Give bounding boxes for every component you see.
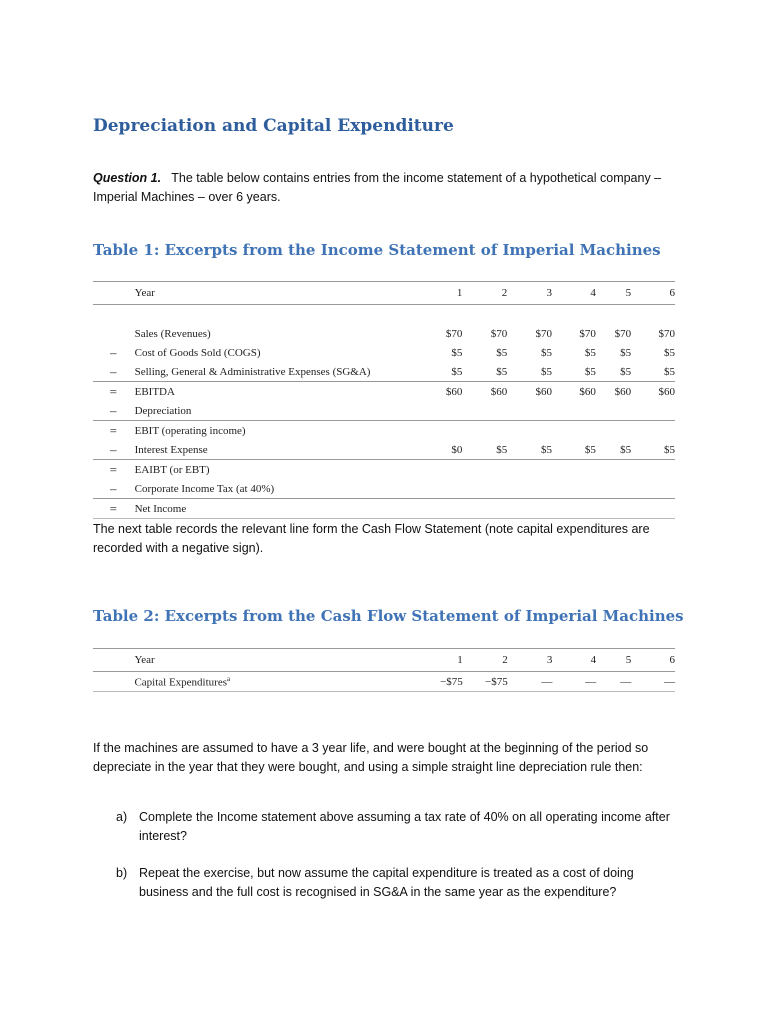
question-paragraph (93, 169, 683, 207)
table-row (93, 382, 675, 402)
list-marker: b) (116, 866, 128, 880)
cell: $5 (507, 440, 552, 460)
row-operator: – (93, 479, 134, 499)
cell: $60 (614, 385, 632, 398)
cell: $5 (462, 362, 507, 382)
cell: $70 (658, 327, 675, 340)
cell (406, 479, 462, 499)
row-label: EBIT (operating income) (134, 424, 246, 437)
cell (507, 460, 552, 480)
question-label-dot: . (157, 171, 162, 185)
cell (462, 460, 507, 480)
footnote-marker: a (227, 674, 231, 683)
row-label: Depreciation (134, 401, 406, 421)
cell (406, 421, 462, 441)
table-row (93, 401, 675, 421)
row-operator: = (109, 461, 117, 477)
row-operator: – (110, 344, 117, 360)
year-col: 1 (406, 649, 462, 672)
row-operator: – (93, 362, 134, 382)
year-col: 6 (631, 282, 675, 305)
year-header: Year (134, 282, 406, 305)
cell: $5 (552, 362, 596, 382)
cell: $5 (462, 440, 507, 460)
table-header-row (93, 649, 675, 672)
cell (631, 421, 675, 441)
row-operator: = (109, 383, 117, 399)
assumptions-paragraph: If the machines are assumed to have a 3 year life, and were bought at the beginning of the period so depreciate in the year that they were bought, and using a simple straight line depreciation rule then: (93, 741, 649, 774)
cell: $60 (445, 385, 463, 398)
cell (406, 460, 462, 480)
table-row (93, 479, 675, 499)
cell (406, 401, 462, 421)
cell: — (596, 672, 631, 692)
cell: $5 (552, 440, 596, 460)
cell (507, 421, 552, 441)
table-row (93, 324, 675, 343)
cell (631, 401, 675, 421)
year-header: Year (133, 649, 406, 672)
cell (462, 499, 507, 519)
cell: $70 (445, 327, 463, 340)
question-text: The table below contains entries from the income statement of a hypothetical company – Imperial Machines – over 6 years. (93, 171, 662, 204)
row-label: Cost of Goods Sold (COGS) (134, 346, 261, 359)
cell: $5 (631, 440, 675, 460)
cash-flow-table (93, 648, 675, 692)
cell: $5 (620, 346, 632, 359)
table-row (93, 421, 675, 441)
table-row (93, 672, 675, 692)
page-title: Depreciation and Capital Expenditure (93, 116, 454, 136)
year-col: 3 (507, 282, 552, 305)
cell (631, 460, 675, 480)
year-col: 5 (596, 649, 631, 672)
cell: $5 (596, 362, 631, 382)
row-operator: = (93, 499, 134, 519)
cell (462, 479, 507, 499)
cell: $5 (631, 362, 675, 382)
table-row (93, 440, 675, 460)
income-statement-table (93, 281, 675, 519)
table-row (93, 499, 675, 519)
row-label: EBITDA (134, 385, 175, 398)
cell: $5 (596, 440, 631, 460)
cell: $5 (584, 346, 596, 359)
year-col: 2 (462, 282, 507, 305)
year-col: 3 (508, 649, 553, 672)
cell: — (631, 672, 675, 692)
row-label: Capital Expenditures$^a$ (133, 672, 406, 692)
cell (462, 401, 507, 421)
table-row (93, 343, 675, 362)
row-label: Selling, General & Administrative Expenses (SG&A) (134, 362, 406, 382)
cell: −$75 (463, 672, 508, 692)
list-item (116, 808, 676, 846)
cell: $60 (490, 385, 508, 398)
cell (507, 401, 552, 421)
cell (596, 421, 631, 441)
cell: −$75 (406, 672, 462, 692)
cell (507, 479, 552, 499)
cell (631, 479, 675, 499)
table-row (93, 362, 675, 382)
cell: — (508, 672, 553, 692)
year-col: 4 (552, 282, 596, 305)
cell: $5 (664, 346, 675, 359)
cell (507, 499, 552, 519)
year-col: 6 (631, 649, 675, 672)
question-label: Question 1 (93, 171, 158, 185)
cell: $70 (614, 327, 632, 340)
cash-flow-intro: The next table records the relevant line form the Cash Flow Statement (note capital expenditures are recorded with a negative sign). (93, 522, 650, 555)
year-col: 4 (552, 649, 596, 672)
row-label: Interest Expense (134, 440, 406, 460)
row-label: Sales (Revenues) (134, 327, 211, 340)
row-label: Corporate Income Tax (at 40%) (134, 479, 406, 499)
cell: $5 (451, 346, 463, 359)
table2-title: Table 2: Excerpts from the Cash Flow Statement of Imperial Machines (93, 607, 684, 625)
row-operator: = (109, 422, 117, 438)
cell (552, 479, 596, 499)
row-operator: – (93, 401, 134, 421)
cell: $5 (406, 362, 462, 382)
cell (552, 460, 596, 480)
cell: $70 (490, 327, 508, 340)
cell: $60 (658, 385, 675, 398)
cell (596, 479, 631, 499)
cell: $60 (579, 385, 596, 398)
cell (631, 499, 675, 519)
cell (406, 499, 462, 519)
cell: $5 (507, 362, 552, 382)
list-item-text: Complete the Income statement above assuming a tax rate of 40% on all operating income after interest? (139, 810, 670, 843)
list-item-text: Repeat the exercise, but now assume the capital expenditure is treated as a cost of doing business and the full cost is recognised in SG&A in the same year as the expenditure? (139, 866, 634, 899)
year-col: 2 (463, 649, 508, 672)
list-marker: a) (116, 810, 128, 824)
table-header-row (93, 282, 675, 305)
list-item (116, 864, 676, 902)
row-label: Net Income (134, 499, 406, 519)
cell: $5 (496, 346, 508, 359)
cell: $5 (541, 346, 552, 359)
table-row (93, 460, 675, 480)
cell (596, 499, 631, 519)
cell (552, 401, 596, 421)
cell (552, 421, 596, 441)
cell: — (552, 672, 596, 692)
row-label: EAIBT (or EBT) (134, 463, 210, 476)
row-operator: – (93, 440, 134, 460)
cell (596, 401, 631, 421)
cell (462, 421, 507, 441)
cell (552, 499, 596, 519)
cell: $70 (535, 327, 552, 340)
cell: $60 (535, 385, 552, 398)
year-col: 1 (406, 282, 462, 305)
table1-title: Table 1: Excerpts from the Income Statement of Imperial Machines (93, 241, 661, 259)
row-operator (93, 324, 134, 343)
year-col: 5 (596, 282, 631, 305)
cell (596, 460, 631, 480)
cell: $0 (406, 440, 462, 460)
cell: $70 (579, 327, 596, 340)
